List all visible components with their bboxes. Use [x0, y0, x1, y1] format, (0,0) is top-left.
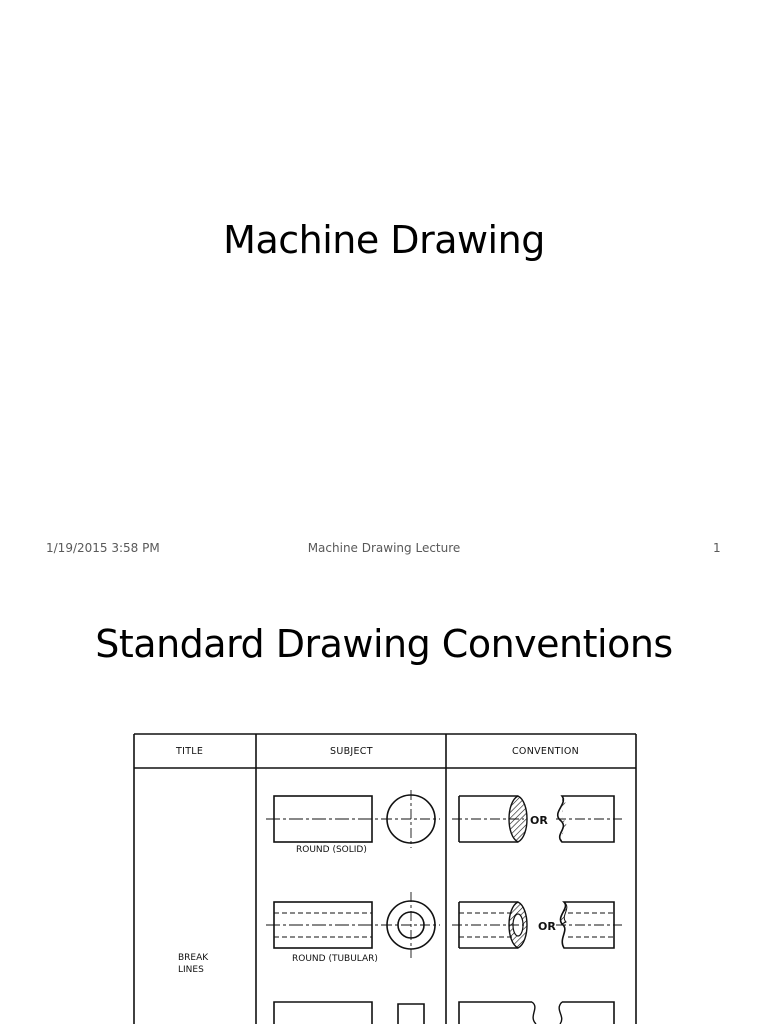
row-title-lines: LINES [178, 965, 204, 975]
subject-label-tubular: ROUND (TUBULAR) [292, 954, 378, 964]
table-grid [134, 734, 636, 1024]
slide-1-title: Machine Drawing [223, 218, 545, 262]
subject-round-tubular [266, 892, 440, 958]
header-subject: SUBJECT [330, 746, 373, 757]
slide-2-title: Standard Drawing Conventions [95, 622, 673, 666]
header-convention: CONVENTION [512, 746, 580, 757]
footer-page-number: 1 [713, 541, 721, 555]
row-title-break: BREAK [178, 953, 209, 963]
subject-round-solid [266, 790, 440, 848]
header-title: TITLE [176, 746, 204, 757]
slide-2 [0, 576, 768, 1024]
conventions-table-drawing [132, 732, 638, 1024]
or-label-2: OR [538, 920, 556, 933]
conventions-table-figure [132, 732, 638, 1024]
footer-lecture-name: Machine Drawing Lecture [307, 541, 461, 555]
or-label-1: OR [530, 814, 548, 827]
footer-date: 1/19/2015 3:58 PM [46, 541, 160, 555]
subject-round-partial [274, 1002, 614, 1024]
convention-round-tubular [452, 902, 622, 948]
subject-label-solid: ROUND (SOLID) [296, 845, 367, 855]
